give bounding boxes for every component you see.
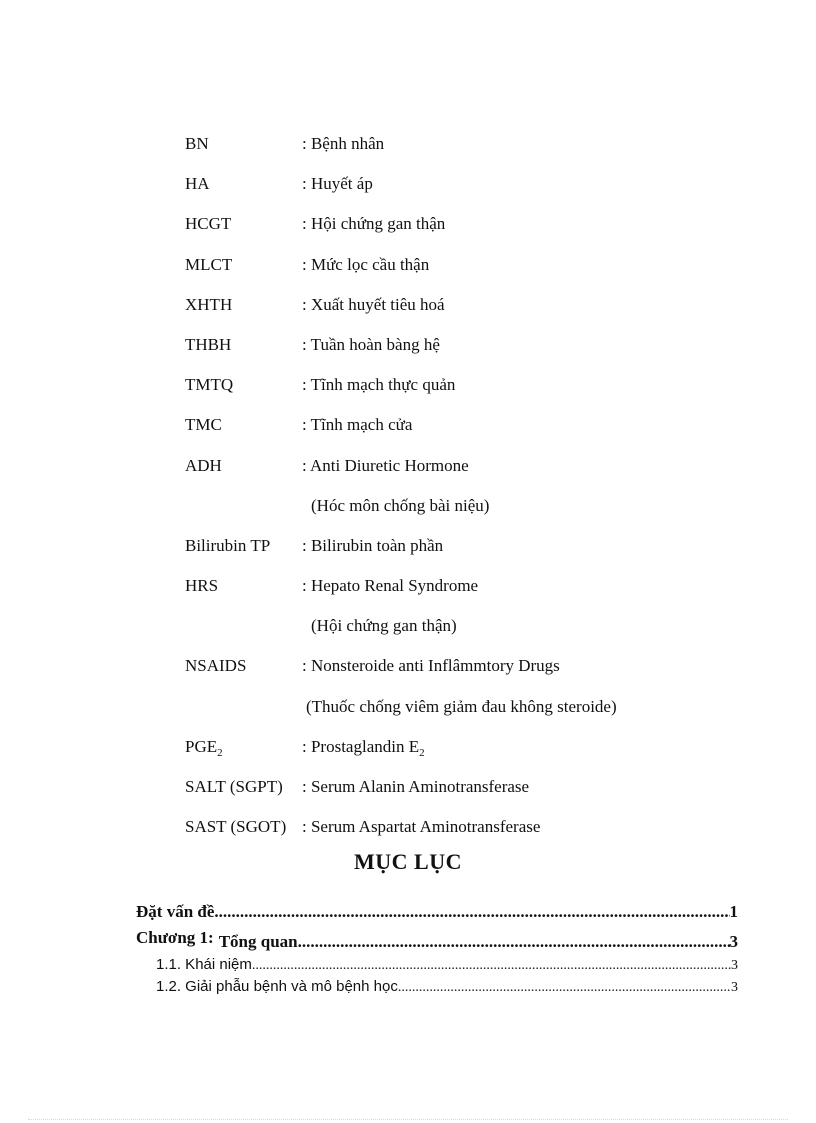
abbreviation-translation: (Hóc môn chống bài niệu) [311,495,490,515]
toc-leader-dots [214,901,729,923]
abbreviation-row [185,535,745,575]
abbreviation-definition: : Serum Aspartat Aminotransferase [302,817,541,837]
abbreviation-definition: : Tĩnh mạch thực quản [302,375,456,395]
abbreviation-key: TMC [185,415,222,435]
abbreviation-key: ADH [185,455,222,475]
abbreviation-key: XHTH [185,294,233,314]
toc-title: MỤC LỤC [354,849,462,874]
abbreviation-key: MLCT [185,254,233,274]
toc-entry-title: Đặt vấn đề [136,902,215,921]
abbreviation-definition: : Mức lọc cầu thận [302,254,430,274]
abbreviation-key: HCGT [185,214,232,234]
abbreviation-key [185,736,223,758]
abbreviation-definition: : Huyết áp [302,174,373,194]
abbreviation-list [185,133,745,856]
abbreviation-row [185,334,745,374]
abbreviation-row [185,736,745,776]
abbreviation-key: HRS [185,576,219,596]
abbreviation-row [185,173,745,213]
abbreviation-definition: : Serum Alanin Aminotransferase [302,777,530,796]
toc-leader-dots [298,931,730,953]
abbreviation-key: TMTQ [185,375,234,395]
abbreviation-key: Bilirubin TP [185,535,271,555]
abbreviation-row [185,575,745,615]
abbreviation-continuation [185,615,745,655]
toc-entry[interactable] [136,901,738,927]
abbreviation-definition: : Bilirubin toàn phần [302,535,444,555]
abbreviation-row [185,455,745,495]
abbreviation-key: THBH [185,334,232,354]
abbreviation-key-base: PGE [185,736,218,756]
toc-entry[interactable] [136,955,738,977]
abbreviation-definition: : Bệnh nhân [302,134,385,153]
subscript: 2 [217,746,223,759]
toc-leader-dots [398,978,731,998]
abbreviation-row [185,776,745,816]
abbreviation-definition: : Hội chứng gan thận [302,214,446,234]
abbreviation-row [185,655,745,695]
page-bottom-divider [28,1119,788,1120]
toc-entry-title: 1.1. Khái niệm [156,956,252,973]
abbreviation-key: SALT (SGPT) [185,777,283,796]
toc-entry[interactable] [136,927,738,953]
abbreviation-key: SAST (SGOT) [185,817,287,837]
toc-page-number: 3 [731,980,738,995]
abbreviation-definition-base: : Prostaglandin E [302,736,420,756]
abbreviation-definition: : Tĩnh mạch cửa [302,415,413,435]
abbreviation-translation: (Thuốc chống viêm giảm đau không steroide) [306,696,617,716]
toc-leader-dots [252,956,731,976]
toc-page-number: 1 [729,902,738,921]
abbreviation-row [185,374,745,414]
abbreviation-row [185,133,745,173]
abbreviation-definition: : Nonsteroide anti Inflâmmtory Drugs [302,656,560,676]
abbreviation-definition: : Hepato Renal Syndrome [302,576,479,596]
table-of-contents [136,901,738,999]
abbreviation-translation: (Hội chứng gan thận) [311,616,457,636]
toc-chapter-label: Chương 1: [136,928,214,947]
toc-page-number: 3 [731,958,738,973]
abbreviation-key: HA [185,174,210,194]
abbreviation-key: BN [185,134,209,153]
toc-entry-title: 1.2. Giải phẫu bệnh và mô bệnh học [156,978,398,995]
abbreviation-row [185,414,745,454]
subscript: 2 [419,746,425,759]
toc-entry[interactable] [136,977,738,999]
abbreviation-definition: : Xuất huyết tiêu hoá [302,294,445,314]
toc-entry-title: Tổng quan [218,932,298,951]
abbreviation-row [185,254,745,294]
abbreviation-row [185,294,745,334]
abbreviation-row [185,213,745,253]
abbreviation-continuation [185,495,745,535]
abbreviation-continuation [185,696,745,736]
abbreviation-definition: : Tuần hoàn bàng hệ [302,334,440,354]
abbreviation-key: NSAIDS [185,656,247,676]
abbreviation-definition: : Anti Diuretic Hormone [302,455,469,475]
abbreviation-definition [302,736,425,758]
toc-page-number: 3 [729,932,738,951]
